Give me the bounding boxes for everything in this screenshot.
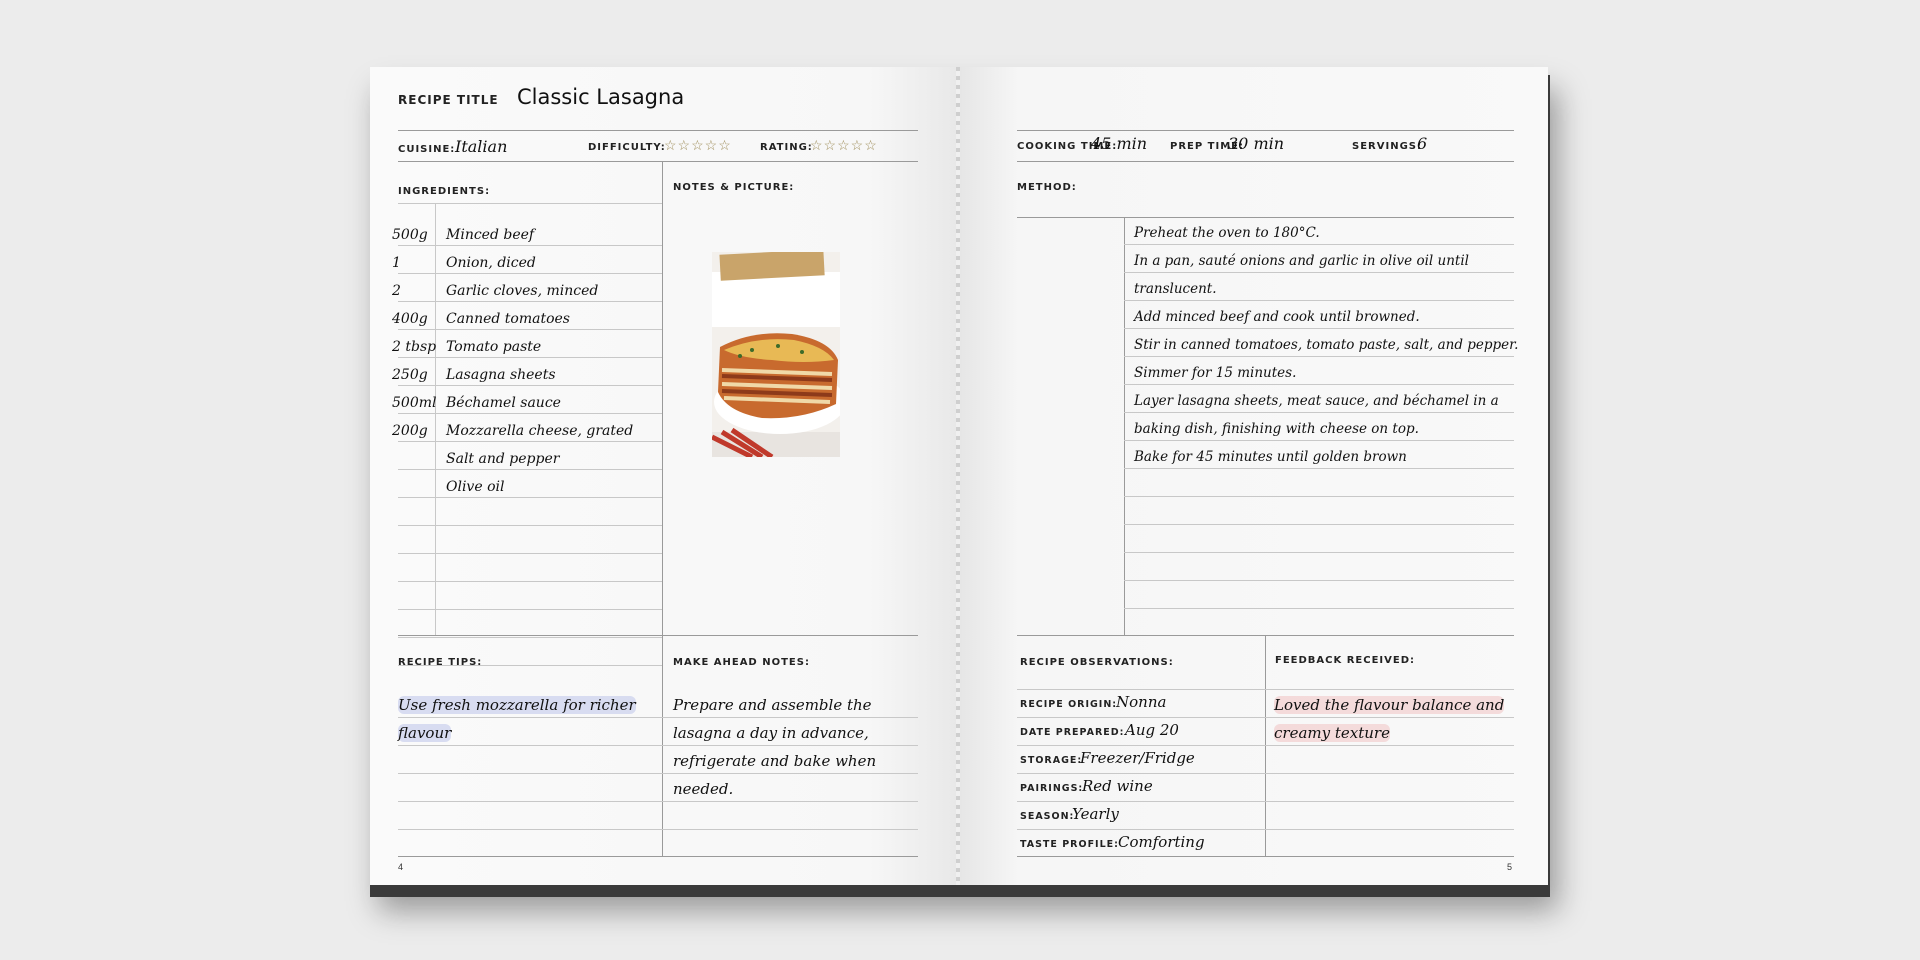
ingredient-item: Salt and pepper [446,451,560,467]
left-page [370,67,958,885]
observation-value: Nonna [1116,693,1167,711]
ruled-line [1017,745,1514,746]
ruled-line [1017,717,1514,718]
ruled-line [398,801,918,802]
ruled-line [398,301,662,302]
observation-value: Red wine [1082,777,1153,795]
servings-value: 6 [1417,134,1428,153]
make-ahead-line-1: Prepare and assemble the [673,696,872,714]
difficulty-stars: ☆☆☆☆☆ [664,137,732,153]
feedback-label: FEEDBACK RECEIVED: [1275,655,1416,666]
ruled-line [1124,412,1514,413]
ingredient-item: Minced beef [446,227,535,243]
ruled-line [1124,300,1514,301]
make-ahead-line-2: lasagna a day in advance, [673,724,869,742]
recipe-tips-label: RECIPE TIPS: [398,657,483,668]
ruled-line [398,745,918,746]
recipe-title: Classic Lasagna [517,85,685,109]
observation-value: Yearly [1072,805,1119,823]
ruled-line [1124,272,1514,273]
ingredient-item: Mozzarella cheese, grated [446,423,634,439]
ingredient-qty: 250g [392,367,428,383]
rating-label: RATING: [760,142,813,153]
ruled-line [1124,440,1514,441]
ruled-line [398,717,918,718]
ingredient-item: Olive oil [446,479,505,495]
method-step-line: Stir in canned tomatoes, tomato paste, salt, and pepper. [1134,337,1519,353]
ingredient-qty: 2 [392,283,401,299]
ruled-line [1017,829,1514,830]
prep-time-value: 30 min [1228,134,1285,153]
rating-stars: ☆☆☆☆☆ [810,137,878,153]
make-ahead-label: MAKE AHEAD NOTES: [673,657,810,668]
ruled-line [1017,689,1514,690]
ingredient-item: Béchamel sauce [446,395,561,411]
cuisine-value: Italian [455,137,508,156]
ingredient-qty: 200g [392,423,428,439]
observation-value: Comforting [1118,833,1205,851]
ingredient-item: Tomato paste [446,339,542,355]
ruled-line [1124,552,1514,553]
ingredient-qty: 1 [392,255,401,271]
feedback-line-1: Loved the flavour balance and [1274,696,1505,714]
ruled-line [398,245,662,246]
observation-label: RECIPE ORIGIN: [1020,699,1118,710]
ingredients-label: INGREDIENTS: [398,186,491,197]
observation-value: Aug 20 [1125,721,1179,739]
ruled-line [398,553,662,554]
feedback-line-2: creamy texture [1274,724,1390,742]
ruled-line [398,609,662,610]
observations-label: RECIPE OBSERVATIONS: [1020,657,1174,668]
method-step-line: Preheat the oven to 180°C. [1134,225,1320,241]
right-page [960,67,1548,885]
prep-time-label: PREP TIME: [1170,141,1244,152]
ingredient-qty: 500ml [392,395,437,411]
cuisine-label: CUISINE: [398,144,456,155]
ruled-line [1124,328,1514,329]
ruled-line [398,413,662,414]
method-step-line: translucent. [1134,281,1217,297]
method-label: METHOD: [1017,182,1077,193]
ruled-line [398,357,662,358]
method-step-line: Layer lasagna sheets, meat sauce, and béchamel in a [1134,393,1499,409]
cooking-time-value: 45 min [1091,134,1148,153]
servings-label: SERVINGS: [1352,141,1422,152]
lasagna-photo [712,252,840,457]
ingredient-qty: 2 tbsp [392,339,437,355]
ruled-line [398,773,918,774]
method-step-line: baking dish, finishing with cheese on top. [1134,421,1419,437]
ruled-line [1124,384,1514,385]
cooking-time-label: COOKING TIME: [1017,141,1118,152]
recipe-tips-line-2: flavour [398,724,452,742]
make-ahead-line-4: needed. [673,780,734,798]
ingredient-item: Garlic cloves, minced [446,283,599,299]
ruled-line [398,497,662,498]
observation-label: STORAGE: [1020,755,1083,766]
ruled-line [398,329,662,330]
observation-label: DATE PREPARED: [1020,727,1125,738]
ingredient-item: Onion, diced [446,255,536,271]
ruled-line [1124,608,1514,609]
ruled-line [398,385,662,386]
method-step-line: Add minced beef and cook until browned. [1134,309,1420,325]
ruled-line [1017,773,1514,774]
ingredient-item: Canned tomatoes [446,311,570,327]
ruled-line [1124,244,1514,245]
observation-label: SEASON: [1020,811,1075,822]
method-step-line: In a pan, sauté onions and garlic in olive oil until [1134,253,1469,269]
observation-label: PAIRINGS: [1020,783,1084,794]
difficulty-label: DIFFICULTY: [588,142,666,153]
ruled-line [398,581,662,582]
recipe-tips-line-1: Use fresh mozzarella for richer [398,696,636,714]
ingredient-item: Lasagna sheets [446,367,556,383]
ruled-line [398,469,662,470]
ruled-line [398,525,662,526]
ruled-line [1017,801,1514,802]
ruled-line [398,273,662,274]
method-step-line: Simmer for 15 minutes. [1134,365,1297,381]
ruled-line [1124,580,1514,581]
method-step-line: Bake for 45 minutes until golden brown [1134,449,1407,465]
ruled-line [398,829,918,830]
make-ahead-line-3: refrigerate and bake when [673,752,877,770]
ingredient-qty: 400g [392,311,428,327]
ruled-line [1124,524,1514,525]
ruled-line [1124,356,1514,357]
ruled-line [1124,496,1514,497]
ruled-line [398,637,662,638]
ruled-line [398,441,662,442]
page-number-left: 4 [398,862,404,872]
recipe-title-label: RECIPE TITLE [398,93,499,107]
ingredient-qty: 500g [392,227,428,243]
recipe-book [370,67,1550,889]
observation-label: TASTE PROFILE: [1020,839,1119,850]
page-number-right: 5 [1507,862,1513,872]
ruled-line [1124,468,1514,469]
observation-value: Freezer/Fridge [1080,749,1195,767]
notes-picture-label: NOTES & PICTURE: [673,182,795,193]
